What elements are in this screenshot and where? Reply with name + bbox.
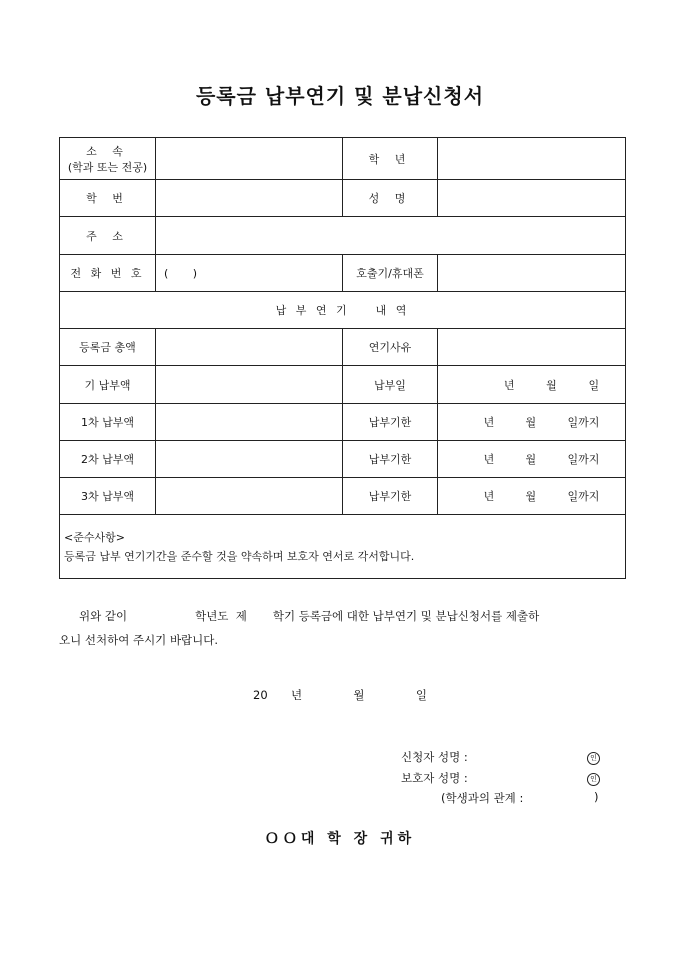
year-unit: 년 [503, 378, 515, 392]
date-month: 월 [353, 688, 365, 702]
deadline-field-3[interactable] [438, 478, 626, 515]
name-label: 성 명 [343, 180, 438, 217]
date-year: 년 [291, 688, 303, 702]
address-label: 주 소 [60, 217, 156, 255]
relation-close [594, 790, 599, 804]
deadline-label-1: 납부기한 [343, 404, 438, 441]
year-unit: 년 [483, 490, 495, 503]
reason-label: 연기사유 [343, 329, 438, 366]
deadline-field-2[interactable] [438, 441, 626, 478]
phone-field[interactable]: ( ) [156, 255, 343, 292]
applicant-signature [401, 749, 468, 765]
guardian-seal [587, 770, 600, 786]
grade-field[interactable] [438, 138, 626, 180]
deadline-label-2: 납부기한 [343, 441, 438, 478]
recipient-footer: ＯＯ대 학 장 귀하 [264, 831, 416, 847]
application-form-table [59, 137, 626, 579]
statement-line2: 오니 선처하여 주시기 바랍니다. [59, 633, 219, 647]
guardian-label: 보호자 성명 : [401, 771, 468, 785]
guardian-signature [401, 770, 468, 786]
pay-date-label: 납부일 [343, 366, 438, 404]
affiliation-sublabel: (학과 또는 전공) [67, 160, 148, 174]
student-no-label: 학 번 [60, 180, 156, 217]
student-no-field[interactable] [156, 180, 343, 217]
address-field[interactable] [156, 217, 626, 255]
notice-body: 등록금 납부 연기기간을 준수할 것을 약속하며 보호자 연서로 각서합니다. [64, 549, 415, 563]
deadline-label-3: 납부기한 [343, 478, 438, 515]
notice-title: <준수사항> [64, 530, 125, 544]
date-line [0, 687, 680, 703]
name-field[interactable] [438, 180, 626, 217]
statement-rest: 학기 등록금에 대한 납부연기 및 분납신청서를 제출하 [272, 609, 540, 623]
day-unit: 일 [588, 378, 600, 392]
statement-paragraph [59, 604, 624, 652]
seal-icon: 인 [587, 773, 600, 786]
reason-field[interactable] [438, 329, 626, 366]
pager-field[interactable] [438, 255, 626, 292]
month-unit: 월 [525, 490, 537, 503]
affiliation-label-cell [60, 138, 156, 180]
applicant-seal [587, 749, 600, 765]
tuition-total-label: 등록금 총액 [60, 329, 156, 366]
section-header: 납 부 연 기 내 역 [60, 292, 626, 329]
phone-label: 전 화 번 호 [60, 255, 156, 292]
statement-year: 학년도 제 [195, 609, 247, 623]
month-unit: 월 [525, 416, 537, 429]
third-installment-field[interactable] [156, 478, 343, 515]
third-installment-label: 3차 납부액 [60, 478, 156, 515]
document-title: 등록금 납부연기 및 분납신청서 [195, 84, 485, 108]
seal-icon: 인 [587, 752, 600, 765]
tuition-total-field[interactable] [156, 329, 343, 366]
pay-date-field[interactable] [438, 366, 626, 404]
year-unit: 년 [483, 453, 495, 466]
first-installment-label: 1차 납부액 [60, 404, 156, 441]
affiliation-field[interactable] [156, 138, 343, 180]
first-installment-field[interactable] [156, 404, 343, 441]
second-installment-field[interactable] [156, 441, 343, 478]
notice-cell [60, 515, 626, 579]
date-day: 일 [415, 688, 427, 702]
relation-close-paren: ) [594, 790, 599, 804]
year-unit: 년 [483, 416, 495, 429]
until-unit: 일까지 [567, 490, 600, 503]
statement-lead: 위와 같이 [79, 609, 128, 623]
until-unit: 일까지 [567, 453, 600, 466]
month-unit: 월 [525, 453, 537, 466]
pager-label: 호출기/휴대폰 [343, 255, 438, 292]
month-unit: 월 [546, 378, 557, 392]
second-installment-label: 2차 납부액 [60, 441, 156, 478]
applicant-label: 신청자 성명 : [401, 750, 468, 764]
relation-line [441, 790, 523, 806]
until-unit: 일까지 [567, 416, 600, 429]
paid-amount-label: 기 납부액 [60, 366, 156, 404]
relation-label: (학생과의 관계 : [441, 791, 524, 805]
affiliation-label: 소 속 [86, 144, 129, 158]
deadline-field-1[interactable] [438, 404, 626, 441]
date-prefix: 20 [253, 688, 268, 702]
grade-label: 학 년 [343, 138, 438, 180]
paid-amount-field[interactable] [156, 366, 343, 404]
